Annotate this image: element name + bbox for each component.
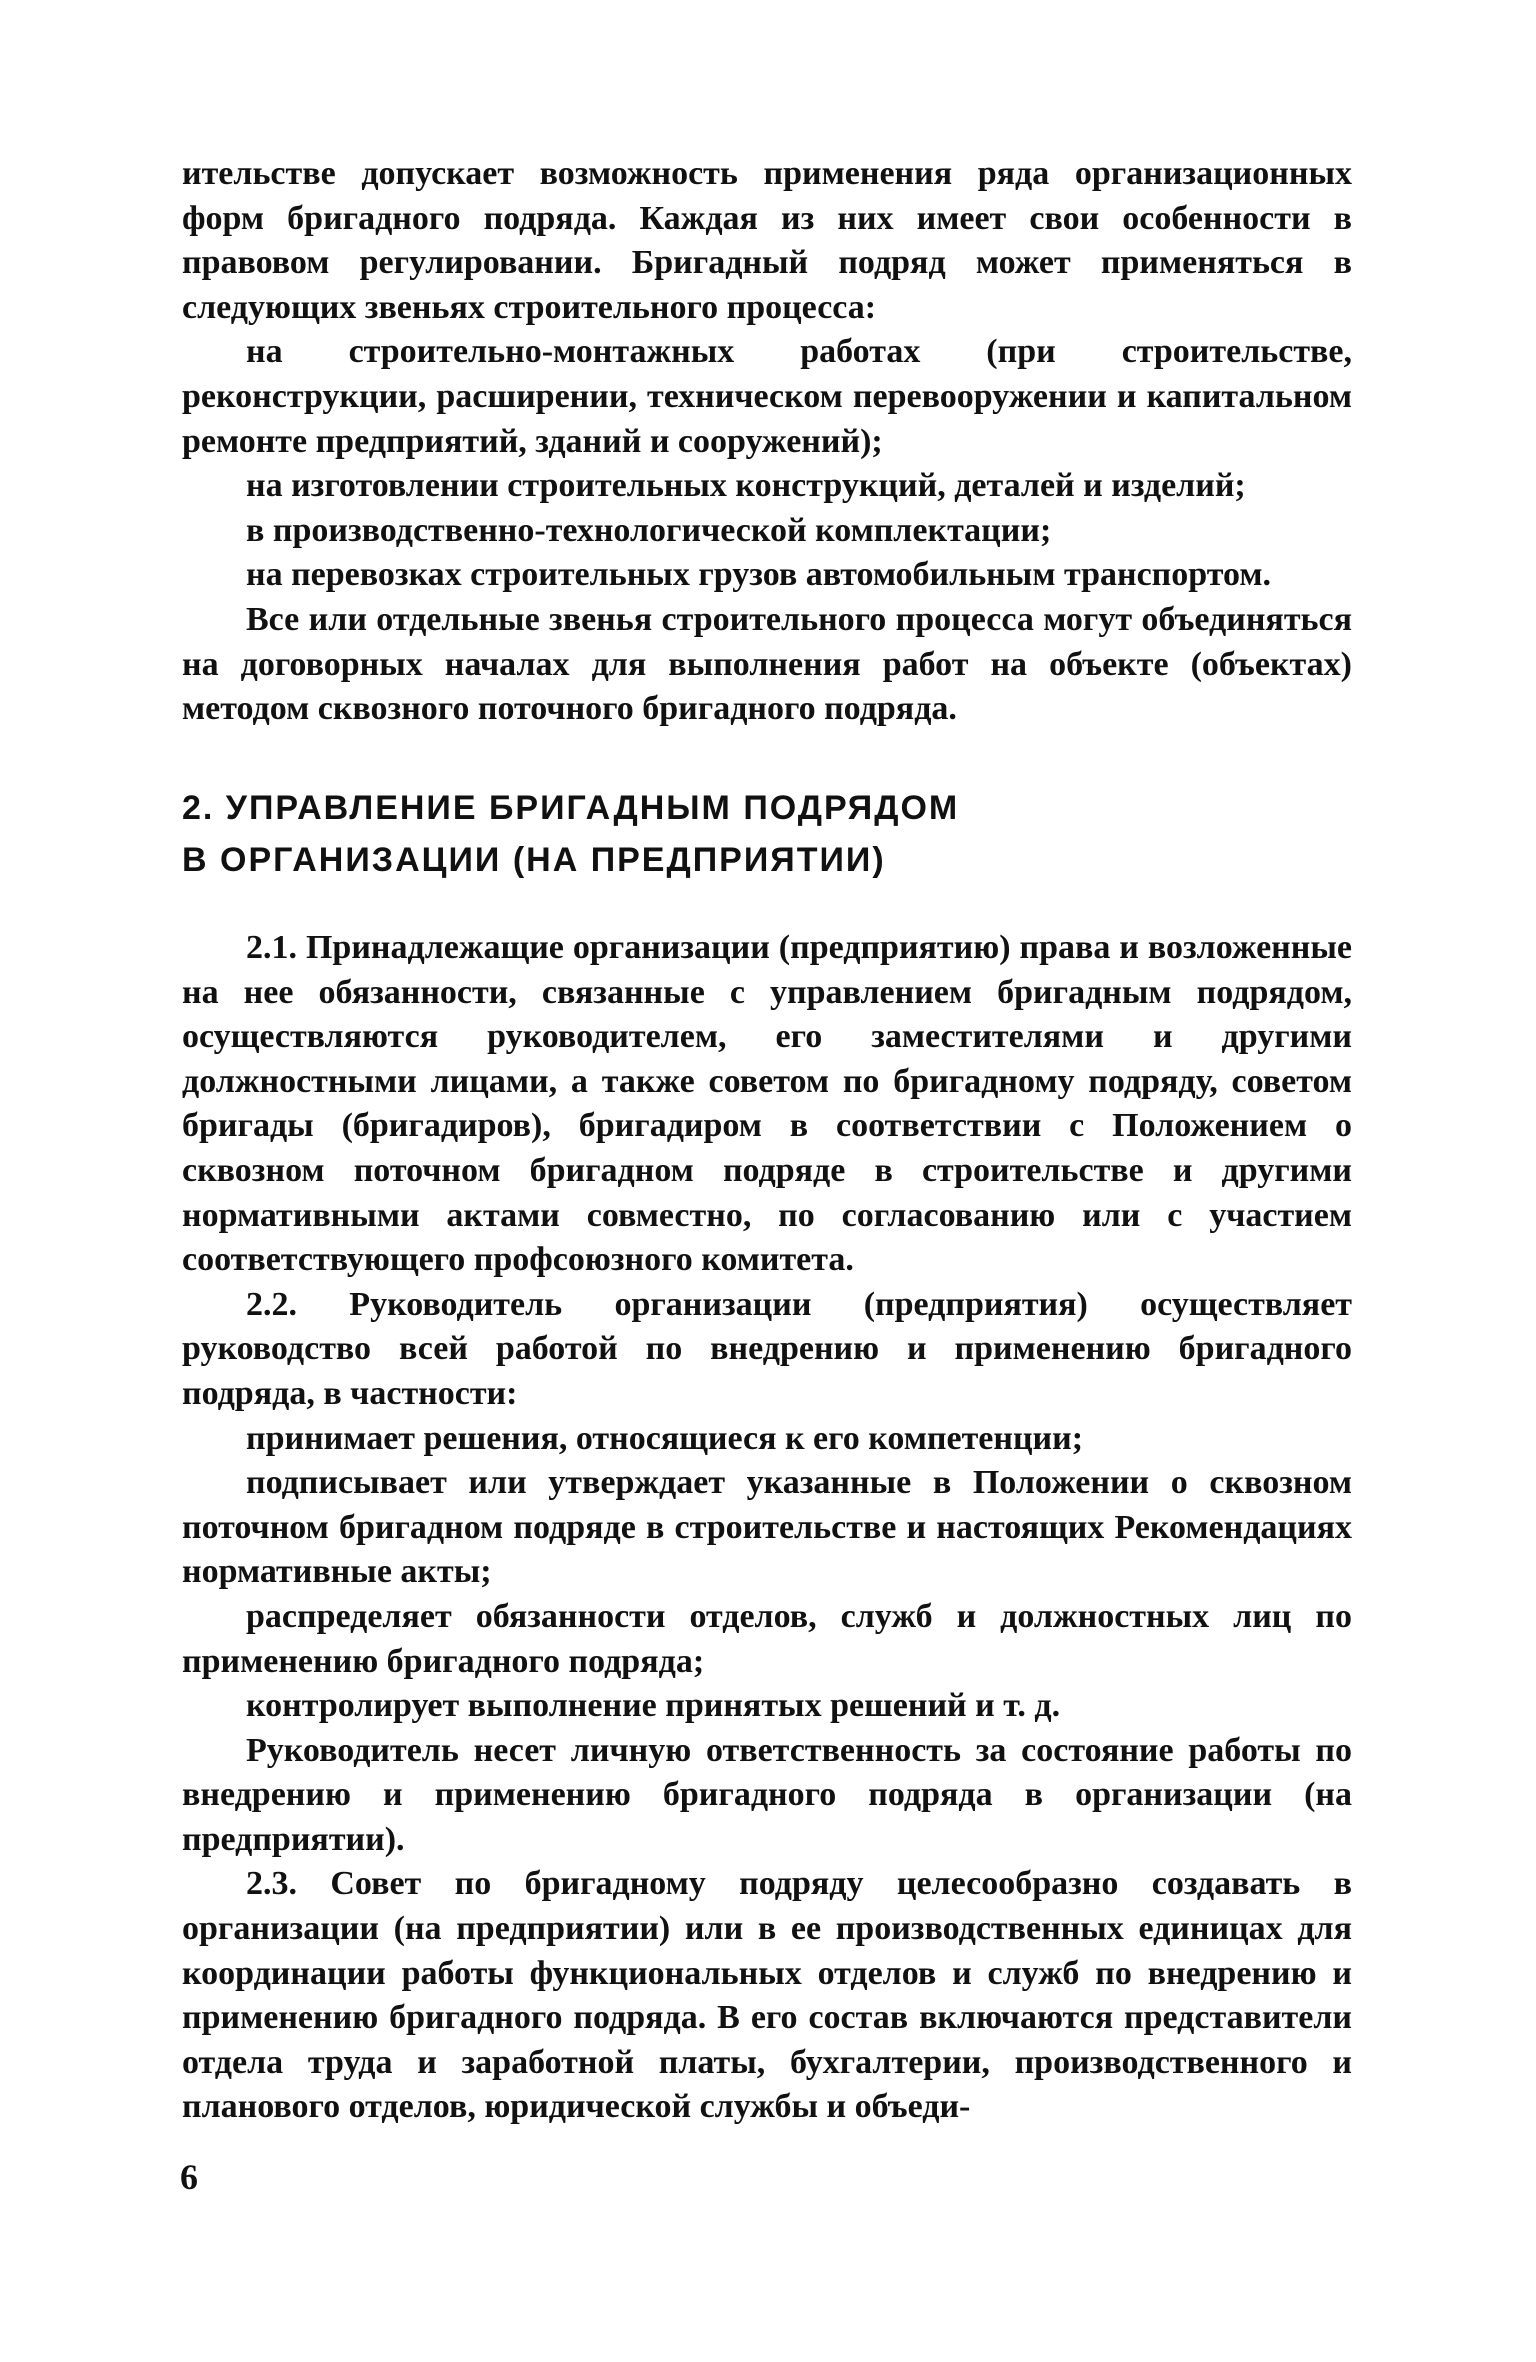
- paragraph: 2.3. Совет по бригадному подряду целесообразно создавать в организации (на предприятии) или в ее производственных единицах для координации работы функциональных отделов и служб по внедрению и применению бригадного подряда. В его состав включаются представители отдела труда и заработной платы, бухгалтерии, производственного и планового отделов, юридической службы и объеди-: [182, 1865, 1352, 2126]
- paragraph: 2.1. Принадлежащие организации (предприятию) права и возложенные на нее обязанности, связанные с управлением бригадным подрядом, осуществляются руководителем, его заместителями и другими должностными лицами, а также советом по бригадному подряду, советом бригады (бригадиров), бригадиром в соответствии с Положением о сквозном поточном бригадном подряде в строительстве и другими нормативными актами совместно, по согласованию или с участием соответствующего профсоюзного комитета.: [182, 929, 1352, 1279]
- paragraph: подписывает или утверждает указанные в Положении о сквозном поточном бригадном подряде в строительстве и настоящих Рекомендациях нормативные акты;: [182, 1464, 1352, 1591]
- paragraph: Все или отдельные звенья строительного процесса могут объединяться на договорных началах для выполнения работ на объекте (объектах) методом сквозного поточного бригадного подряда.: [182, 600, 1352, 728]
- section-heading-line-2: В ОРГАНИЗАЦИИ (НА ПРЕДПРИЯТИИ): [182, 841, 886, 879]
- paragraph: контролирует выполнение принятых решений и т. д.: [246, 1687, 1061, 1725]
- body-text-top: [182, 152, 1352, 732]
- paragraph: Руководитель несет личную ответственность за состояние работы по внедрению и применению бригадного подряда в организации (на предприятии).: [182, 1731, 1352, 1858]
- paragraph: распределяет обязанности отделов, служб и должностных лиц по применению бригадного подряда;: [182, 1597, 1352, 1680]
- section-heading: [182, 782, 1352, 886]
- page-number: 6: [180, 2157, 198, 2197]
- body-text-bottom: [182, 926, 1352, 2130]
- paragraph: на изготовлении строительных конструкций, деталей и изделий;: [246, 467, 1246, 505]
- section-heading-line-1: 2. УПРАВЛЕНИЕ БРИГАДНЫМ ПОДРЯДОМ: [182, 789, 960, 827]
- paragraph: ительстве допускает возможность применения ряда организационных форм бригадного подряда. Каждая из них имеет свои особенности в правовом регулировании. Бригадный подряд может применяться в следующих звеньях строительного процесса:: [182, 155, 1352, 326]
- paragraph: на строительно-монтажных работах (при строительстве, реконструкции, расширении, техническом перевооружении и капитальном ремонте предприятий, зданий и сооружений);: [182, 333, 1352, 460]
- paragraph: в производственно-технологической комплектации;: [246, 511, 1052, 549]
- paragraph: принимает решения, относящиеся к его компетенции;: [246, 1419, 1084, 1457]
- paragraph: на перевозках строительных грузов автомобильным транспортом.: [246, 556, 1271, 594]
- paragraph: 2.2. Руководитель организации (предприятия) осуществляет руководство всей работой по внедрению и применению бригадного подряда, в частности:: [182, 1285, 1352, 1412]
